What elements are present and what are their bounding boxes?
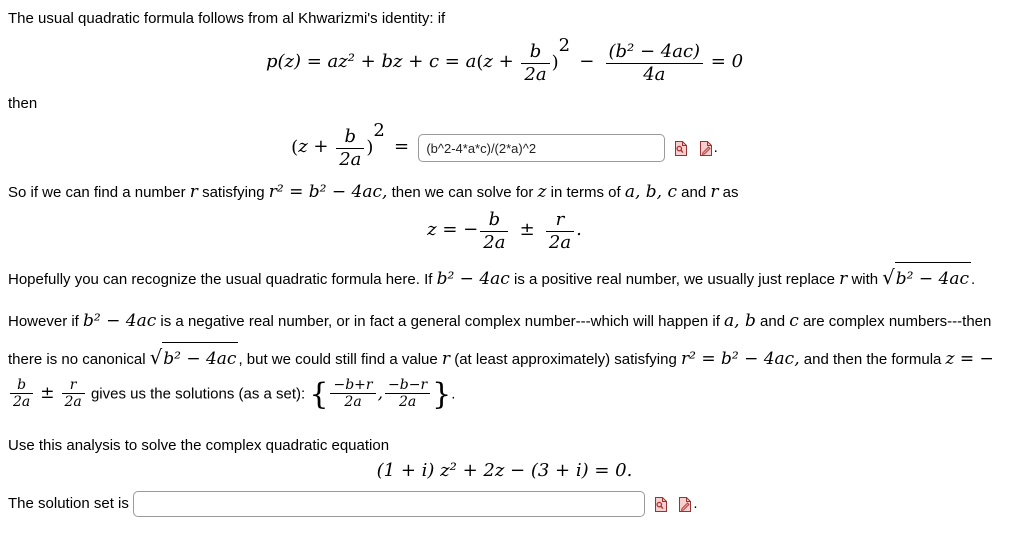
fraction-discriminant <box>604 41 706 85</box>
math-z-equals: z = − <box>945 348 994 369</box>
plus-minus-operator: ± <box>40 382 55 403</box>
fraction-solution-2 <box>383 377 432 412</box>
r-paragraph <box>8 178 1001 207</box>
fraction-numerator: b <box>488 209 501 231</box>
sqrt-discriminant <box>882 266 971 290</box>
fraction-denominator: 2a <box>336 148 364 171</box>
fraction-denominator: 2a <box>480 231 508 254</box>
right-paren: ) <box>551 51 559 73</box>
fraction-denominator: 2a <box>10 393 33 411</box>
however-paragraph <box>8 305 1001 411</box>
preview-answer-icon[interactable] <box>653 496 669 513</box>
eq2-inner: z + <box>298 136 335 158</box>
math-r-squared-identity: r² = b² − 4ac, <box>680 348 800 369</box>
math-abc: a, b, c <box>624 182 677 203</box>
exponent: 2 <box>558 35 571 56</box>
solution-row <box>8 491 1001 517</box>
fraction-denominator: 2a <box>62 393 85 411</box>
then-label: then <box>8 95 38 113</box>
fraction-denominator: 2a <box>521 63 549 86</box>
sentence-period: . <box>693 495 698 513</box>
run-text: and then the formula <box>799 350 946 368</box>
eq1-rhs: = 0 <box>705 51 744 72</box>
run-text: with <box>847 271 883 289</box>
run-text: Hopefully you can recognize the usual quadratic formula here. If <box>8 271 437 289</box>
run-text: satisfying <box>197 184 269 202</box>
left-brace: { <box>309 376 329 412</box>
run-text: and <box>755 313 790 331</box>
sentence-period: . <box>576 219 582 241</box>
radical-sign: √ <box>882 266 895 290</box>
sqrt-discriminant <box>149 345 239 369</box>
instruction-text: Use this analysis to solve the complex quadratic equation <box>8 437 390 455</box>
fraction-b-over-2a <box>519 41 551 85</box>
fraction-solution-1 <box>328 377 377 412</box>
hopefully-paragraph <box>8 259 1001 297</box>
answer-input-2[interactable] <box>133 491 645 517</box>
math-c: c <box>789 311 799 332</box>
fraction-b-over-2a <box>478 209 510 253</box>
eq3-lhs: z = − <box>427 219 479 241</box>
fraction-b-over-2a <box>8 377 35 412</box>
complex-quadratic-equation <box>8 460 1001 481</box>
fraction-b-over-2a <box>334 126 366 170</box>
eq1-lhs: p(z) = az² + bz + c = a <box>265 51 477 72</box>
run-text: is a positive real number, we usually just replace <box>509 271 840 289</box>
fraction-numerator: b <box>529 40 542 62</box>
preview-answer-icon[interactable] <box>673 140 689 157</box>
run-text: gives us the solutions (as a set): <box>86 384 310 402</box>
fraction-numerator: b <box>17 376 27 393</box>
radicand: b² − 4ac <box>895 262 971 296</box>
eq4-formula: (1 + i) z² + 2z − (3 + i) = 0. <box>376 460 633 482</box>
fraction-numerator: (b² − 4ac) <box>608 40 701 62</box>
math-r: r <box>839 269 848 290</box>
z-formula-equation <box>8 209 1001 253</box>
run-text: (at least approximately) satisfying <box>450 350 681 368</box>
fraction-r-over-2a <box>60 377 87 412</box>
set-comma: , <box>377 382 384 403</box>
answer-equation <box>8 120 1001 170</box>
run-text: are complex numbers---then there is no canonical <box>8 313 992 368</box>
intro-text: The usual quadratic formula follows from al Khwarizmi's identity: if <box>8 10 446 27</box>
math-discriminant: b² − 4ac <box>436 269 510 290</box>
identity-equation <box>8 35 1001 85</box>
math-r: r <box>441 348 451 369</box>
solution-label: The solution set is <box>8 495 129 513</box>
fraction-r-over-2a <box>544 209 576 253</box>
left-paren: ( <box>291 137 299 159</box>
math-r-squared-identity: r² = b² − 4ac, <box>268 182 388 203</box>
fraction-denominator: 2a <box>546 231 574 254</box>
fraction-numerator: r <box>69 376 77 393</box>
run-text: , but we could still find a value <box>238 350 442 368</box>
fraction-denominator: 4a <box>606 63 704 86</box>
left-paren: ( <box>476 51 484 73</box>
edit-answer-icon[interactable] <box>698 140 714 157</box>
fraction-numerator: −b−r <box>388 376 428 393</box>
answer-input-1[interactable] <box>418 134 665 162</box>
fraction-numerator: −b+r <box>333 376 373 393</box>
edit-answer-icon[interactable] <box>677 496 693 513</box>
fraction-denominator: 2a <box>330 393 375 411</box>
math-z: z <box>537 182 547 203</box>
math-ab: a, b <box>724 311 756 332</box>
run-text: in terms of <box>546 184 625 202</box>
run-text: and <box>676 184 711 202</box>
exponent: 2 <box>373 120 385 142</box>
run-text: So if we can find a number <box>8 184 190 202</box>
sentence-period: . <box>970 271 976 289</box>
fraction-numerator: b <box>344 126 357 148</box>
fraction-numerator: r <box>555 209 565 231</box>
math-r: r <box>710 182 719 203</box>
radical-sign: √ <box>149 345 163 369</box>
plus-minus-operator: ± <box>519 219 535 241</box>
fraction-denominator: 2a <box>385 393 430 411</box>
run-text: is a negative real number, or in fact a general complex number---which will happen if <box>156 313 725 331</box>
math-r: r <box>189 182 198 203</box>
run-text: as <box>718 184 739 202</box>
run-text: However if <box>8 313 84 331</box>
minus-operator: − <box>579 51 595 72</box>
run-text: then we can solve for <box>387 184 538 202</box>
eq1-inner: z + <box>483 51 520 72</box>
right-paren: ) <box>366 137 374 159</box>
right-brace: } <box>432 376 452 412</box>
math-discriminant: b² − 4ac <box>83 311 157 332</box>
equals-sign: = <box>394 136 410 158</box>
sentence-period: . <box>713 139 718 157</box>
sentence-period: . <box>451 384 456 402</box>
radicand: b² − 4ac <box>162 342 238 376</box>
